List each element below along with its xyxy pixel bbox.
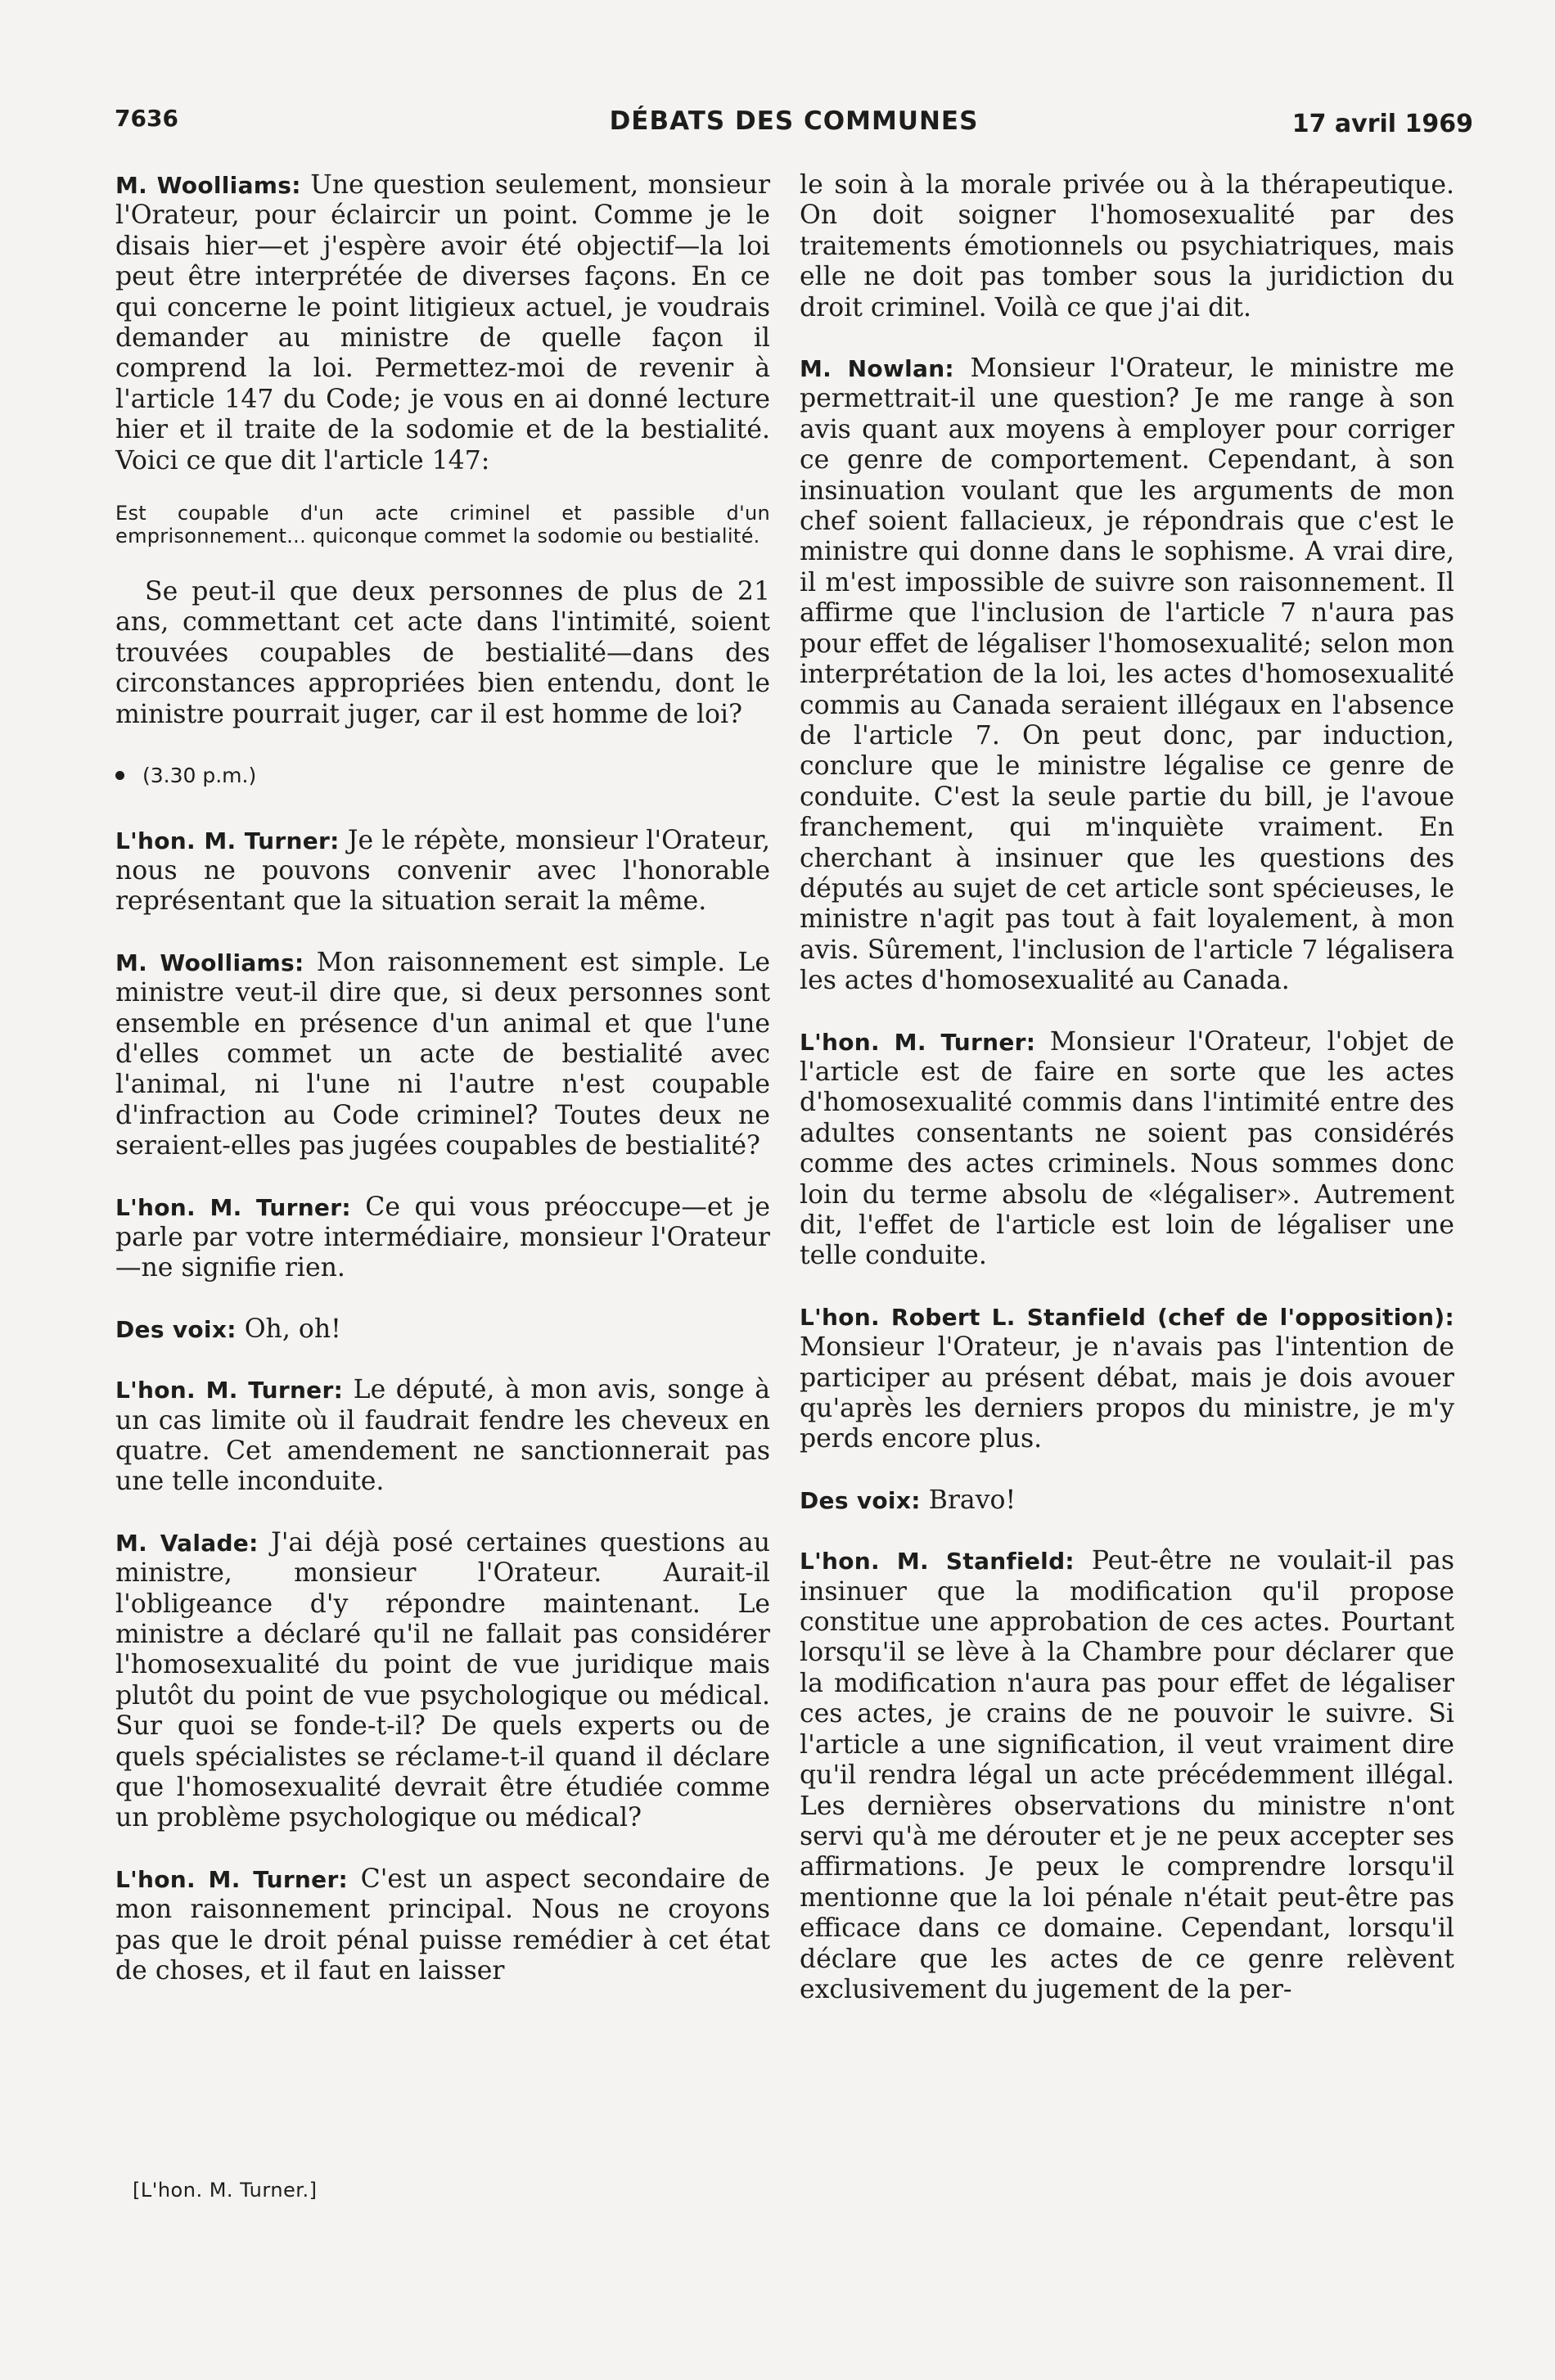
paragraph [115, 1864, 770, 1987]
speaker-name: M. Woolliams: [115, 949, 304, 976]
speech-text: Monsieur l'Orateur, je n'avais pas l'intention de participer au présent débat, mais je dois avouer qu'après les derniers propos du ministre, je m'y perds encore plus. [800, 1332, 1454, 1454]
paragraph [115, 1192, 770, 1284]
paragraph: le soin à la morale privée ou à la thérapeutique. On doit soigner l'homosexualité par des traitements émotionnels ou psychiatriques, mais elle ne doit pas tomber sous la juridiction du droit criminel. Voilà ce que j'ai dit. [800, 170, 1454, 322]
paragraph [115, 826, 770, 917]
speaker-reference: [L'hon. M. Turner.] [133, 2179, 318, 2202]
speaker-name: L'hon. M. Turner: [115, 1377, 344, 1404]
speaker-name: Des voix: [115, 1315, 237, 1343]
timestamp [115, 760, 770, 791]
paragraph [115, 1528, 770, 1834]
speech-text: Mon raisonnement est simple. Le ministre veut-il dire que, si deux personnes sont ensemble en présence d'un animal et que l'une d'elles commet un acte de bestialité avec l'animal, ni l'une ni l'autre n'est coupable d'infraction au Code criminel? Toutes deux ne seraient-elles pas jugées coupables de bestialité? [115, 947, 770, 1161]
timestamp-text: (3.30 p.m.) [142, 764, 257, 788]
speaker-name: L'hon. M. Turner: [115, 1865, 349, 1893]
speech-text: Monsieur l'Orateur, l'objet de l'article est de faire en sorte que les actes d'homosexualité commis dans l'intimité entre des adultes consentants ne soient pas considérés comme des actes criminels. Nous sommes donc loin du terme absolu de «légaliser». Autrement dit, l'effet de l'article est loin de légaliser une telle conduite. [800, 1026, 1454, 1271]
speech-text: Bravo! [920, 1485, 1016, 1515]
speaker-name: M. Nowlan: [800, 355, 954, 383]
speaker-name: L'hon. Robert L. Stanfield (chef de l'opposition): [800, 1303, 1454, 1331]
speech-text: J'ai déjà posé certaines questions au ministre, monsieur l'Orateur. Aurait-il l'obligeance d'y répondre maintenant. Le ministre a déclaré qu'il ne fallait pas considérer l'homosexualité du point de vue juridique mais plutôt du point de vue psychologique ou médical. Sur quoi se fonde-t-il? De quels experts ou de quels spécialistes se réclame-t-il quand il déclare que l'homosexualité devrait être étudiée comme un problème psychologique ou médical? [115, 1527, 770, 1833]
paragraph [115, 170, 770, 476]
speech-text: Ce qui vous préoccupe—et je parle par votre intermédiaire, monsieur l'Orateur—ne signifie rien. [115, 1192, 770, 1283]
page-header [115, 105, 1473, 147]
bullet-icon [115, 771, 124, 780]
speech-text: Oh, oh! [236, 1314, 341, 1344]
paragraph [115, 948, 770, 1162]
speaker-name: M. Valade: [115, 1529, 259, 1557]
paragraph: Se peut-il que deux personnes de plus de 21 ans, commettant cet acte dans l'intimité, soient trouvées coupables de bestialité—dans des circonstances appropriées bien entendu, dont le ministre pourrait juger, car il est homme de loi? [115, 577, 770, 729]
speaker-name: Des voix: [800, 1486, 921, 1514]
quoted-law-text: Est coupable d'un acte criminel et passible d'un emprisonnement... quiconque commet la sodomie ou bestialité. [115, 502, 770, 548]
speech-text: Le député, à mon avis, songe à un cas limite où il faudrait fendre les cheveux en quatre. Cet amendement ne sanctionnerait pas une telle inconduite. [115, 1375, 770, 1497]
speaker-name: L'hon. M. Turner: [800, 1028, 1036, 1056]
speech-text: C'est un aspect secondaire de mon raisonnement principal. Nous ne croyons pas que le droit pénal puisse remédier à cet état de choses, et il faut en laisser [115, 1864, 770, 1986]
left-column [115, 170, 770, 2017]
publication-title: DÉBATS DES COMMUNES [609, 106, 979, 136]
paragraph [115, 1314, 770, 1345]
page-date: 17 avril 1969 [1291, 110, 1473, 138]
paragraph [800, 1027, 1454, 1272]
paragraph [800, 1302, 1454, 1455]
speech-text: Monsieur l'Orateur, le ministre me permettrait-il une question? Je me range à son avis quant aux moyens à employer pour corriger ce genre de comportement. Cependant, à son insinuation voulant que les arguments de mon chef soient fallacieux, je répondrais que c'est le ministre qui donne dans le sophisme. A vrai dire, il m'est impossible de suivre son raisonnement. Il affirme que l'inclusion de l'article 7 n'aura pas pour effet de légaliser l'homosexualité; selon mon interprétation de la loi, les actes d'homosexualité commis au Canada seraient illégaux en l'absence de l'article 7. On peut donc, par induction, conclure que le ministre légalise ce genre de conduite. C'est la seule partie du bill, je l'avoue franchement, qui m'inquiète vraiment. En cherchant à insinuer que les questions des députés au sujet de cet article sont spécieuses, le ministre n'agit pas tout à fait loyalement, à mon avis. Sûrement, l'inclusion de l'article 7 légalisera les actes d'homosexualité au Canada. [800, 354, 1454, 996]
paragraph [800, 1485, 1454, 1516]
page-number: 7636 [115, 105, 178, 132]
speaker-name: M. Woolliams: [115, 172, 301, 199]
speaker-name: L'hon. M. Turner: [115, 827, 340, 854]
right-column [800, 170, 1454, 2035]
speaker-name: L'hon. M. Stanfield: [800, 1548, 1075, 1575]
paragraph [800, 354, 1454, 997]
paragraph [800, 1546, 1454, 2005]
speaker-name: L'hon. M. Turner: [115, 1193, 351, 1221]
speech-text: Je le répète, monsieur l'Orateur, nous ne pouvons convenir avec l'honorable représentant que la situation serait la même. [115, 825, 771, 917]
speech-text: Une question seulement, monsieur l'Orateur, pour éclaircir un point. Comme je le disais hier—et j'espère avoir été objectif—la loi peut être interprétée de diverses façons. En ce qui concerne le point litigieux actuel, je voudrais demander au ministre de quelle façon il comprend la loi. Permettez-moi de revenir à l'article 147 du Code; je vous en ai donné lecture hier et il traite de la sodomie et de la bestialité. Voici ce que dit l'article 147: [115, 170, 771, 476]
speech-text: Peut-être ne voulait-il pas insinuer que la modification qu'il propose constitue une approbation de ces actes. Pourtant lorsqu'il se lève à la Chambre pour déclarer que la modification n'aura pas pour effet de légaliser ces actes, je crains de ne pouvoir le suivre. Si l'article a une signification, il veut vraiment dire qu'il rendra légal un acte précédemment illégal. Les dernières observations du ministre n'ont servi qu'à me dérouter et je ne peux accepter ses affirmations. Je peux le comprendre lorsqu'il mentionne que la loi pénale n'était peut-être pas efficace dans ce domaine. Cependant, lorsqu'il déclare que les actes de ce genre relèvent exclusivement du jugement de la per- [800, 1546, 1455, 2004]
paragraph [115, 1375, 770, 1498]
